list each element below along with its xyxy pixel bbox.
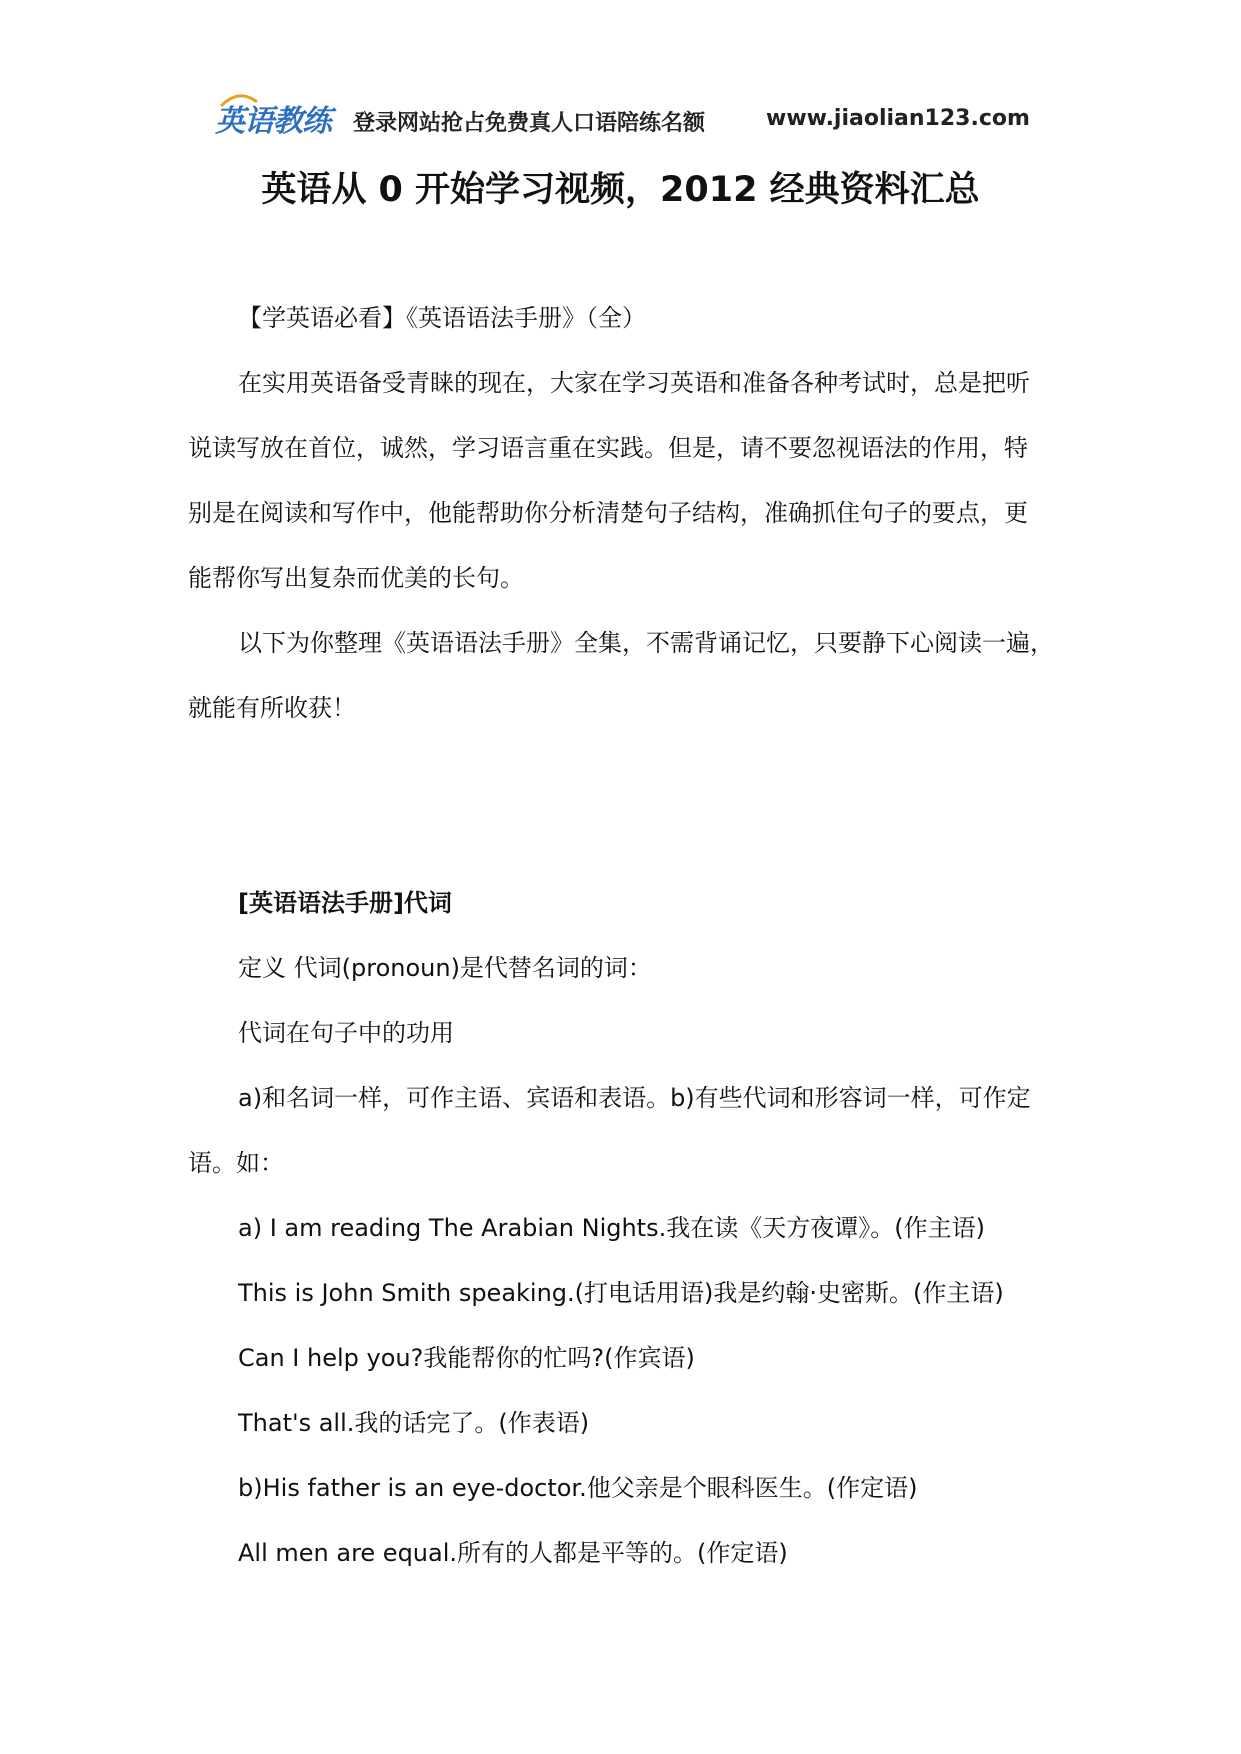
example-line: This is John Smith speaking.(打电话用语)我是约翰·史密斯。(作主语) (238, 1279, 1004, 1307)
example-line: All men are equal.所有的人都是平等的。(作定语) (238, 1539, 788, 1567)
function-line: 语。如： (188, 1149, 284, 1177)
intro-p1-line: 能帮你写出复杂而优美的长句。 (188, 564, 524, 592)
intro-p1-line: 在实用英语备受青睐的现在，大家在学习英语和准备各种考试时，总是把听 (238, 369, 1030, 397)
definition-line: 定义 代词(pronoun)是代替名词的词： (238, 954, 652, 982)
example-line: Can I help you?我能帮你的忙吗?(作宾语) (238, 1344, 695, 1372)
function-line: a)和名词一样，可作主语、宾语和表语。b)有些代词和形容词一样，可作定 (238, 1084, 1031, 1112)
example-line: b)His father is an eye-doctor.他父亲是个眼科医生。(作定语) (238, 1474, 918, 1502)
header-url[interactable]: www.jiaolian123.com (766, 106, 1030, 131)
document-title: 英语从 0 开始学习视频，2012 经典资料汇总 (261, 170, 980, 210)
function-title: 代词在句子中的功用 (238, 1019, 454, 1047)
site-logo (213, 92, 333, 142)
intro-heading: 【学英语必看】《英语语法手册》（全） (238, 304, 646, 332)
header-slogan: 登录网站抢占免费真人口语陪练名额 (353, 111, 706, 136)
section-heading: [英语语法手册]代词 (238, 889, 452, 917)
intro-p2-line: 就能有所收获！ (188, 694, 356, 722)
intro-p1-line: 说读写放在首位，诚然，学习语言重在实践。但是，请不要忽视语法的作用，特 (188, 434, 1028, 462)
example-line: That's all.我的话完了。(作表语) (238, 1409, 590, 1437)
intro-p1-line: 别是在阅读和写作中，他能帮助你分析清楚句子结构，准确抓住句子的要点，更 (188, 499, 1028, 527)
intro-p2-line: 以下为你整理《英语语法手册》全集，不需背诵记忆，只要静下心阅读一遍， (238, 629, 1054, 657)
page-header (213, 92, 1033, 142)
example-line: a) I am reading The Arabian Nights.我在读《天方夜谭》。(作主语) (238, 1214, 985, 1242)
logo-text: 英语教练 (215, 104, 331, 139)
